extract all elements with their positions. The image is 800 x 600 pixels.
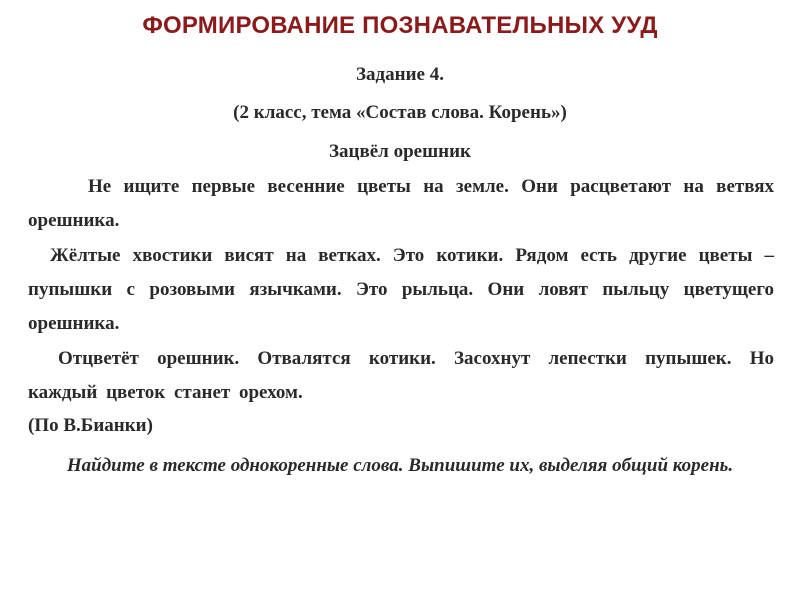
slide-title: ФОРМИРОВАНИЕ ПОЗНАВАТЕЛЬНЫХ УУД <box>142 12 658 39</box>
task-instruction: Найдите в тексте однокоренные слова. Выпишите их, выделяя общий корень. <box>66 455 734 476</box>
story-paragraph-2: Жёлтые хвостики висят на ветках. Это котики. Рядом есть другие цветы – пупышки с розовыми язычками. Это рыльца. Они ловят пыльцу цветущего орешника. <box>28 245 774 334</box>
task-number: Задание 4. <box>356 64 444 85</box>
story-title: Зацвёл орешник <box>329 141 471 162</box>
story-paragraph-3: Отцветёт орешник. Отвалятся котики. Засохнут лепестки пупышек. Но каждый цветок станет орехом. <box>28 348 774 403</box>
story-paragraph-1: Не ищите первые весенние цветы на земле. Они расцветают на ветвях орешника. <box>28 176 774 231</box>
task-grade-topic: (2 класс, тема «Состав слова. Корень») <box>233 102 567 123</box>
story-author: (По В.Бианки) <box>28 415 153 436</box>
